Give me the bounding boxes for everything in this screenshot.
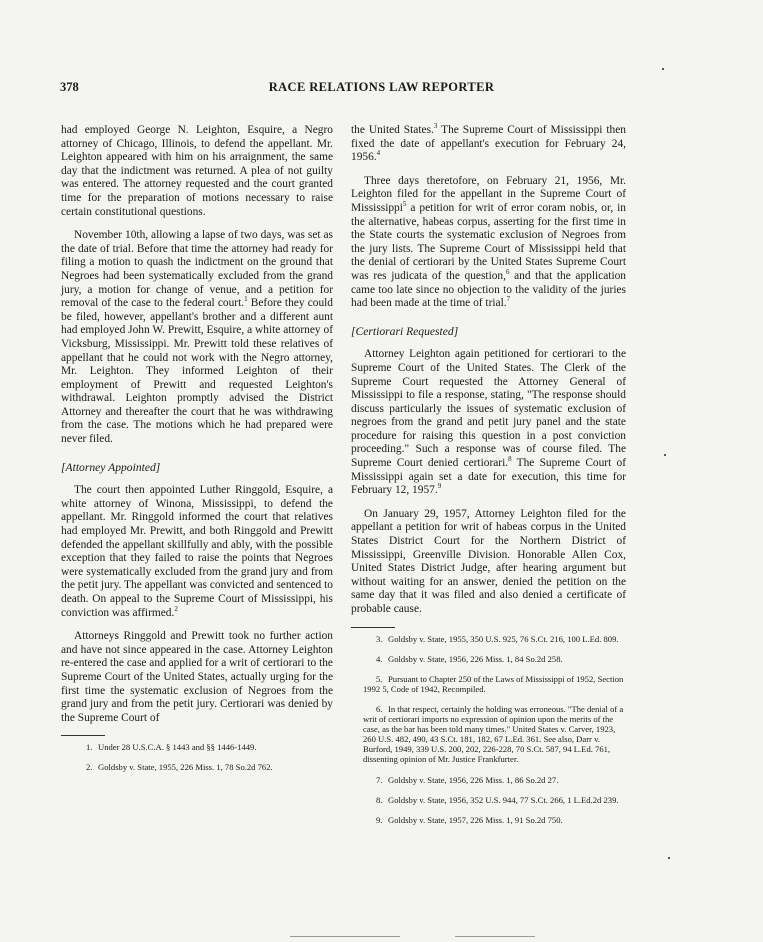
scan-speck bbox=[668, 857, 670, 859]
footnote-ref: 1 bbox=[244, 295, 248, 304]
footnotes bbox=[61, 742, 333, 772]
paragraph: Attorneys Ringgold and Prewitt took no further action and have not since appeared in the case. Attorney Leighton re-entered the case and applied for a writ of certiorari to the Supreme Court of the United States, actually urging for the first time the systematic exclusion of Negroes from the grand jury and from the petit jury. Certiorari was denied by the Supreme Court of bbox=[61, 630, 333, 724]
footnote: 6. In that respect, certainly the holding was erroneous. "The denial of a writ of certiorari imports no expression of opinion upon the merits of the case, as the bar has been told many times." United States v. Carver, 1923, 260 U.S. 482, 490, 43 S.Ct. 181, 182, 67 L.Ed. 361. See also, Darr v. Burford, 1949, 339 U.S. 200, 202, 226-228, 70 S.Ct. 587, 94 L.Ed. 761, dissenting opinion of Mr. Justice Frankfurter. bbox=[363, 703, 624, 765]
page-number: 378 bbox=[60, 80, 79, 94]
scan-speck bbox=[662, 68, 664, 70]
left-column bbox=[61, 124, 333, 783]
footnote: 5. Pursuant to Chapter 250 of the Laws of Mississippi of 1952, Section 1992 5, Code of 1942, Recompiled. bbox=[363, 673, 624, 694]
running-head: RACE RELATIONS LAW REPORTER bbox=[268, 80, 495, 94]
footnote-ref: 9 bbox=[437, 482, 442, 491]
scan-edge-line bbox=[455, 936, 535, 937]
footnote: 4. Goldsby v. State, 1956, 226 Miss. 1, 84 So.2d 258. bbox=[376, 653, 563, 664]
footnote-ref: 4 bbox=[376, 149, 381, 158]
right-column bbox=[351, 124, 626, 835]
page-header bbox=[60, 80, 703, 100]
footnote: 3. Goldsby v. State, 1955, 350 U.S. 925, 76 S.Ct. 216, 100 L.Ed. 809. bbox=[376, 633, 619, 644]
footnote: 9. Goldsby v. State, 1957, 226 Miss. 1, 91 So.2d 750. bbox=[376, 814, 563, 825]
footnote: 1. Under 28 U.S.C.A. § 1443 and §§ 1446-1449. bbox=[86, 742, 257, 753]
footnote: 2. Goldsby v. State, 1955, 226 Miss. 1, 78 So.2d 762. bbox=[86, 762, 273, 773]
section-heading: [Certiorari Requested] bbox=[351, 324, 459, 338]
paragraph: On January 29, 1957, Attorney Leighton filed for the appellant a petition for writ of habeas corpus in the United States District Court for the Northern District of Mississippi, Greenville Division. Honorable Allen Cox, United States District Judge, after hearing argument but without waiting for an answer, denied the petition on the same day that it was filed and also denied a certificate of probable cause. bbox=[351, 507, 626, 615]
section-heading: [Attorney Appointed] bbox=[61, 460, 161, 474]
footnote: 7. Goldsby v. State, 1956, 226 Miss. 1, 86 So.2d 27. bbox=[376, 774, 559, 785]
paragraph: had employed George N. Leighton, Esquire, a Negro attorney of Chicago, Illinois, to defend the appellant. Mr. Leighton appeared with him on his arraignment, the same day that the indictment was returned. A plea of not guilty was entered. The attorney requested and the court granted time for the preparation of motions necessary to raise certain constitutional questions. bbox=[61, 124, 333, 218]
paragraph: Three days theretofore, on February 21, 1956, Mr. Leighton filed for the appellant in the Supreme Court of Mississippi$^5$ a petition for writ of error coram nobis, or, in the alternative, habeas corpus, asserting for the first time in the State courts the systematic exclusion of Negroes from the jury lists. The Supreme Court of Mississippi held that the denial of certiorari by the United States Supreme Court was res judicata of the question,$^6$ and that the application came too late since no objection to the validity of the juries had been made at the time of trial.$^7$ bbox=[351, 174, 626, 310]
scan-edge-line bbox=[290, 936, 400, 937]
footnote-ref: 8 bbox=[508, 455, 512, 464]
paragraph: November 10th, allowing a lapse of two days, was set as the date of trial. Before that time the attorney had ready for filing a motion to quash the indictment on the ground that Negroes had been systematically excluded from the grand jury, a motion for change of venue, and a petition for removal of the case to the federal court.$^1$ Before they could be filed, however, appellant's brother and a different aunt had employed John W. Prewitt, Esquire, a white attorney of Vicksburg, Mississippi. Mr. Prewitt told these relatives of appellant that he could not work with the Negro attorney, Mr. Leighton. They informed Leighton of their employment of Prewitt and requested Leighton's withdrawal. Leighton promptly advised the District Attorney and thereafter the court that he was withdrawing from the case. The motions which he had prepared were never filed. bbox=[61, 229, 334, 446]
footnote: 8. Goldsby v. State, 1956, 352 U.S. 944, 77 S.Ct. 266, 1 L.Ed.2d 239. bbox=[376, 794, 619, 805]
footnote-divider bbox=[61, 735, 105, 736]
footnote-ref: 2 bbox=[174, 604, 178, 613]
paragraph: the United States.$^3$ The Supreme Court of Mississippi then fixed the date of appellant's execution for February 24, 1956.$^4$ bbox=[351, 122, 626, 164]
paragraph: The court then appointed Luther Ringgold, Esquire, a white attorney of Winona, Mississippi, to defend the appellant. Mr. Ringgold informed the court that relatives had employed Mr. Prewitt, and both Ringgold and Prewitt defended the appellant skillfully and ably, with the possible exception that they failed to raise the points that Negroes were systematically excluded from the grand jury and from the petit jury. The appellant was convicted and sentenced to death. On appeal to the Supreme Court of Mississippi, his conviction was affirmed.$^2$ bbox=[61, 484, 333, 619]
footnote-ref: 6 bbox=[505, 268, 510, 277]
footnote-ref: 3 bbox=[433, 122, 438, 131]
footnote-ref: 5 bbox=[402, 200, 407, 209]
footnote-ref: 7 bbox=[506, 295, 511, 304]
paragraph: Attorney Leighton again petitioned for certiorari to the Supreme Court of the United States. The Clerk of the Supreme Court requested the Attorney General of Mississippi to file a response, stating, "The response should discuss particularly the issues of systematic exclusion of negroes from the grand and petit jury panel and the state procedure for raising this question in a post conviction proceeding." Such a response was of course filed. The Supreme Court denied certiorari.$^8$ The Supreme Court of Mississippi again set a date for execution, this time for February 12, 1957.$^9$ bbox=[351, 348, 626, 497]
footnotes bbox=[351, 634, 626, 825]
scan-speck bbox=[664, 454, 666, 456]
footnote-divider bbox=[351, 627, 395, 628]
